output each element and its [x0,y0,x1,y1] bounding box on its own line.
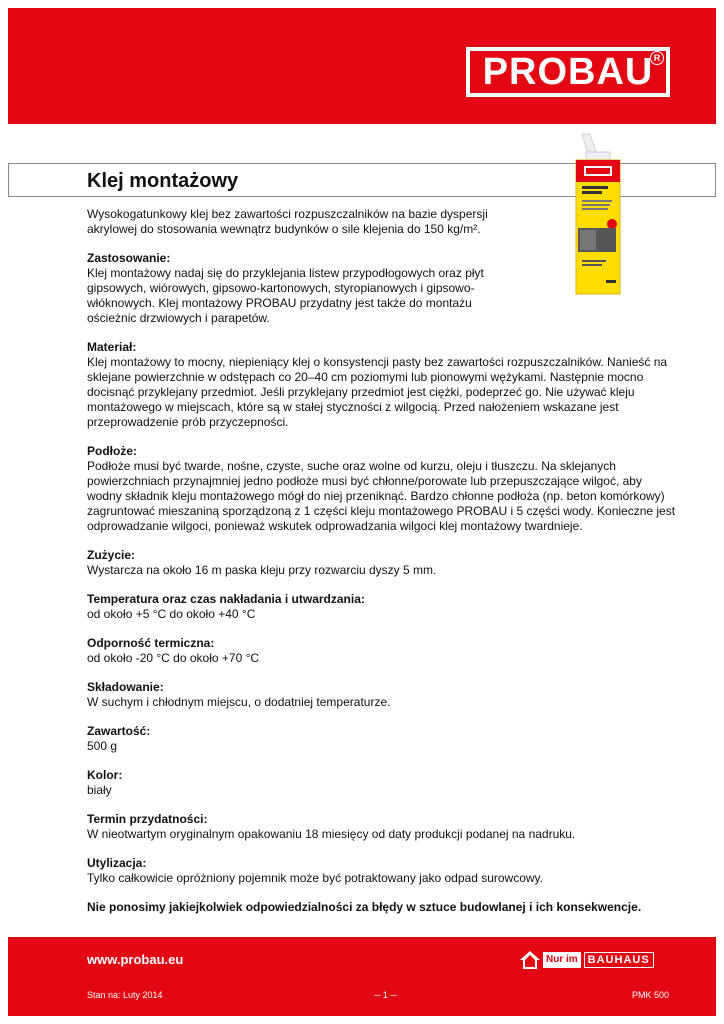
probau-logo [464,45,672,99]
page-number: ─ 1 ─ [374,990,397,1000]
section-text: Podłoże musi być twarde, nośne, czyste, suche oraz wolne od kurzu, oleju i tłuszczu. Na sklejanych powierzchniach przynajmniej jedno podłoże musi być chłonne/porowate lub przepuszczające wilgoć, aby wodny składnik kleju montażowego mógł do niej przeniknąć. Bardzo chłonne podłoża (np. beton komórkowy) zagruntować mieszaniną sporządzoną z 1 części kleju montażowego PROBAU i 5 części wody. Konieczne jest odprowadzanie wilgoci, ponieważ wskutek odprowadzania wilgoci klej montażowy twardnieje. [87,459,676,533]
section-text: od około +5 °C do około +40 °C [87,607,256,621]
section-heading: Odporność termiczna: [87,636,215,650]
bauhaus-label: BAUHAUS [584,952,654,968]
logo-inner [470,51,666,93]
section-substrate [87,444,677,534]
page-title: Klej montażowy [87,170,239,192]
section-consumption [87,548,677,578]
section-heading: Składowanie: [87,680,164,694]
section-shelf-life [87,812,677,842]
section-heading: Kolor: [87,768,123,782]
section-color [87,768,677,798]
product-code: PMK 500 [632,990,670,1000]
section-content [87,724,677,754]
section-heading: Materiał: [87,340,137,354]
intro-text: Wysokogatunkowy klej bez zawartości rozpuszczalników na bazie dyspersji akrylowej do stosowania wewnątrz budynków o sile klejenia do 150 kg/m². [87,207,488,236]
logo-text: PROBAU [482,51,654,93]
section-heading: Podłoże: [87,444,137,458]
section-storage [87,680,677,710]
section-text: W suchym i chłodnym miejscu, o dodatniej temperaturze. [87,695,391,709]
section-heading: Termin przydatności: [87,812,208,826]
bauhaus-logo [519,949,675,971]
section-text: W nieotwartym oryginalnym opakowaniu 18 miesięcy od daty produkcji podanej na nadruku. [87,827,576,841]
section-heading: Utylizacja: [87,856,147,870]
section-text: biały [87,783,112,797]
website-link[interactable]: www.probau.eu [87,952,184,967]
section-heading: Temperatura oraz czas nakładania i utwardzania: [87,592,365,606]
section-text: Klej montażowy to mocny, niepieniący klej o konsystencji pasty bez zawartości rozpuszczalników. Nanieść na sklejane powierzchnie w odstępach co 20–40 cm poziomymi lub pionowymi wężykami. Następnie mocno docisnąć przyklejany przedmiot. Jeśli przyklejany przedmiot jest ciężki, podeprzeć go. Nie używać kleju montażowego w miejscach, które są w stałej styczności z wilgocią. Przed nałożeniem wskazane jest przeprowadzenie prób przyczepności. [87,355,668,429]
section-text: Tylko całkowicie opróżniony pojemnik może być potraktowany jako odpad surowcowy. [87,871,543,885]
section-heading: Zużycie: [87,548,136,562]
house-icon [519,949,541,971]
registered-mark: R [650,51,664,65]
section-disposal [87,856,677,886]
section-material [87,340,677,430]
section-heading: Zastosowanie: [87,251,171,265]
section-temperature [87,592,677,622]
section-heading: Zawartość: [87,724,151,738]
section-text: Klej montażowy nadaj się do przyklejania listew przypodłogowych oraz płyt gipsowych, wiórowych, gipsowo-kartonowych, styropianowych i gipsowo-włóknowych. Klej montażowy PROBAU przydatny jest także do montażu ościeżnic drzwiowych i parapetów. [87,266,484,325]
section-thermal-resistance [87,636,677,666]
section-text: 500 g [87,739,118,753]
footer-date: Stan na: Luty 2014 [87,990,163,1000]
section-application [87,251,502,326]
document-body [87,207,677,915]
section-text: Wystarcza na około 16 m paska kleju przy rozwarciu dyszy 5 mm. [87,563,437,577]
nur-im-label: Nur im [543,952,581,968]
disclaimer: Nie ponosimy jakiejkolwiek odpowiedzialności za błędy w sztuce budowlanej i ich konsekwencje. [87,900,642,914]
section-text: od około -20 °C do około +70 °C [87,651,260,665]
